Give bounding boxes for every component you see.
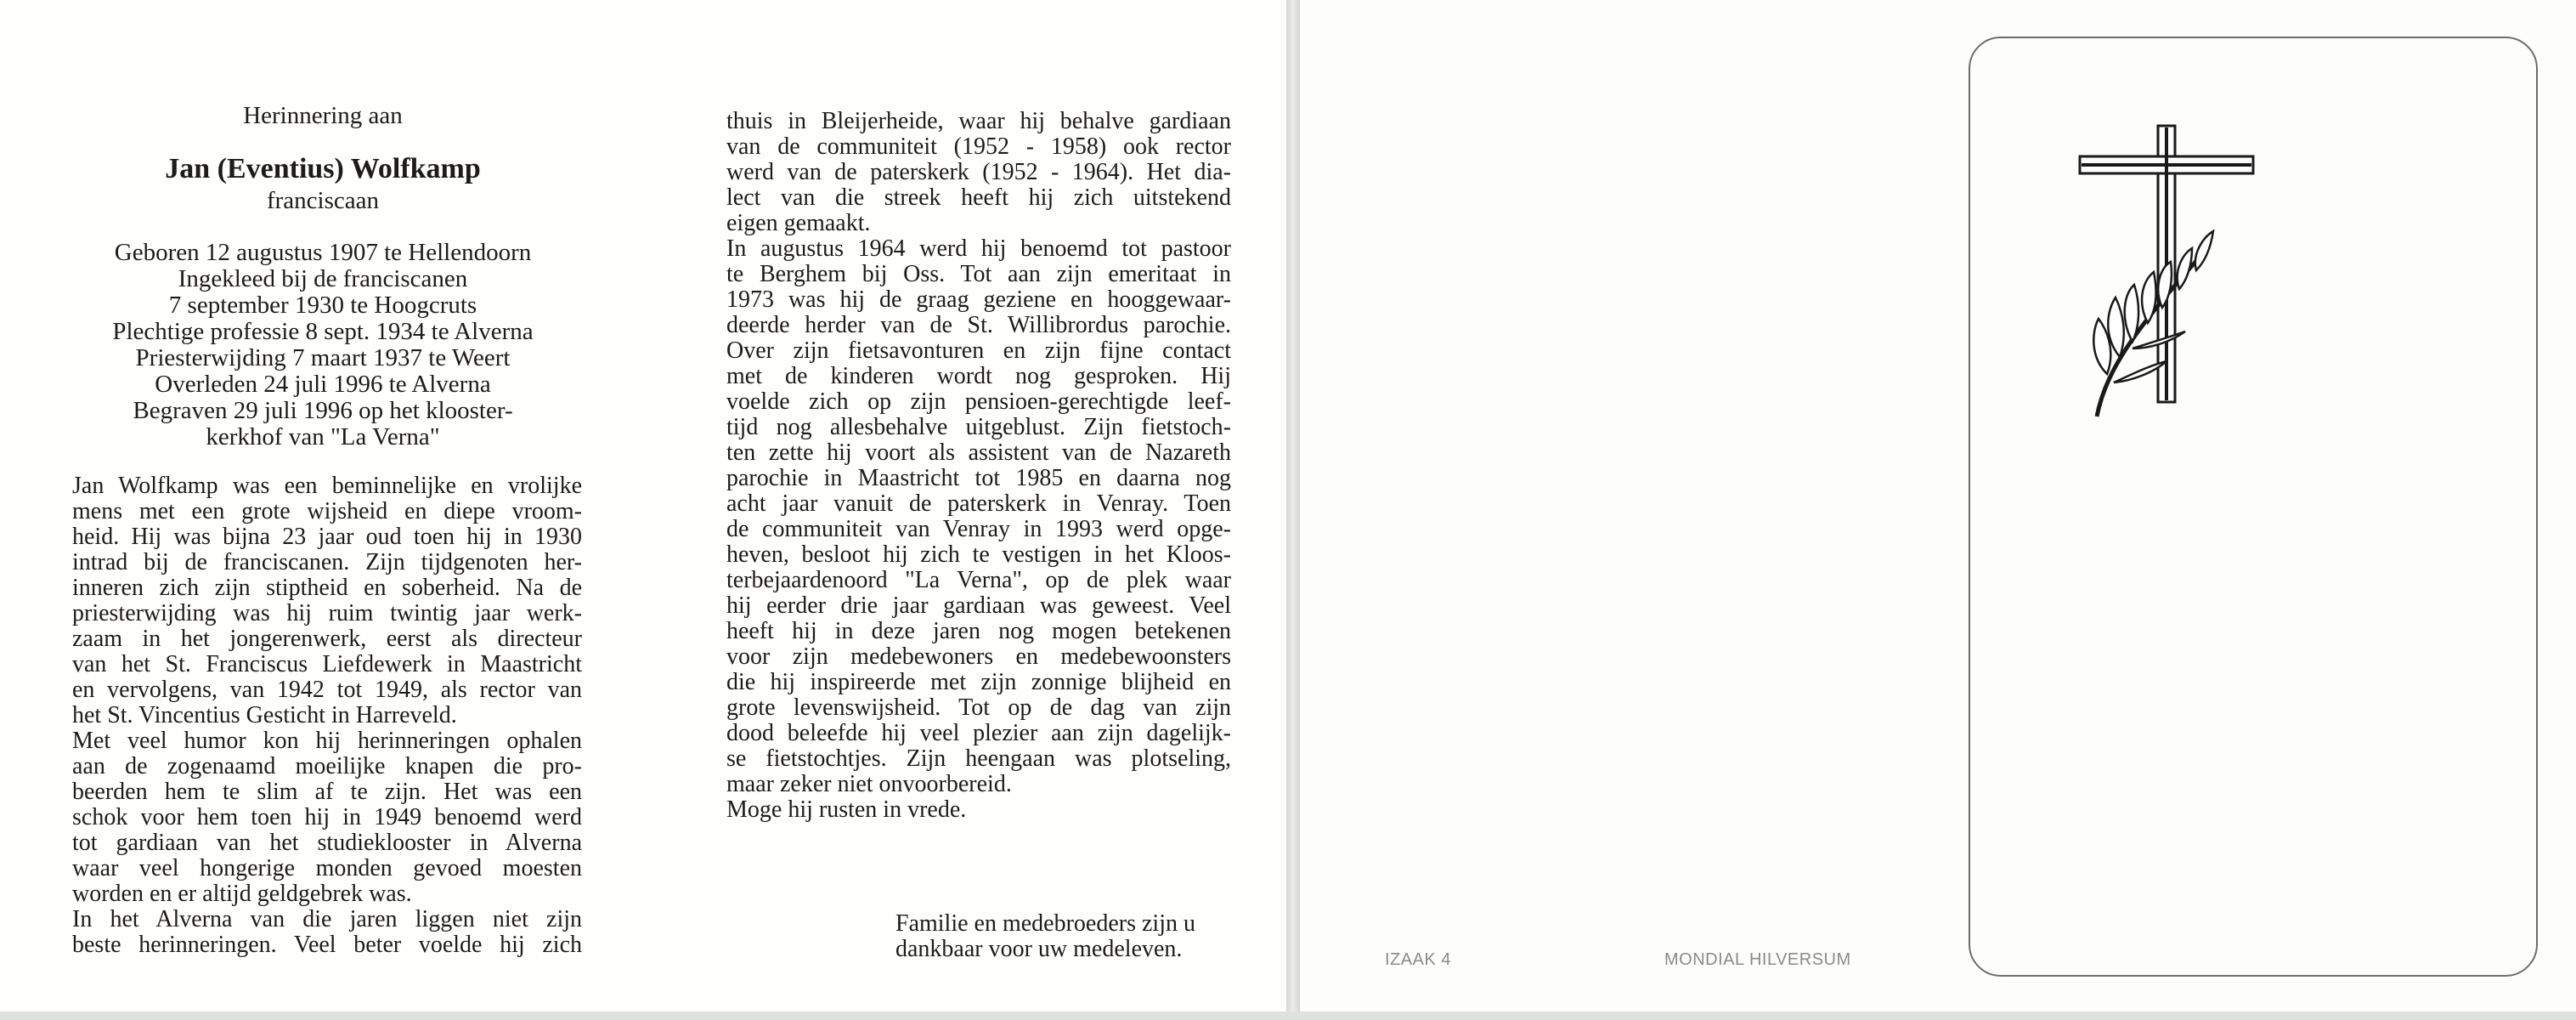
text-line: parochie in Maastricht tot 1985 en daarna nog — [726, 465, 1231, 491]
imprint-code: IZAAK 4 — [1385, 950, 1451, 969]
text-line: de communiteit van Venray in 1993 werd opge- — [726, 516, 1231, 542]
life-fact: Ingekleed bij de franciscanen — [178, 265, 468, 292]
text-line: schok voor hem toen hij in 1949 benoemd werd — [72, 804, 582, 830]
text-line: Jan Wolfkamp was een beminnelijke en vrolijke — [72, 473, 582, 499]
text-line: zaam in het jongerenwerk, eerst als directeur — [72, 626, 582, 652]
life-fact: kerkhof van "La Verna" — [206, 423, 440, 450]
scan-edge — [0, 1012, 2576, 1020]
card-fold — [1286, 0, 1300, 1020]
text-line: In het Alverna van die jaren liggen niet zijn — [72, 906, 582, 932]
text-line: die hij inspireerde met zijn zonnige blijheid en — [726, 669, 1231, 695]
biography-column-left — [72, 473, 582, 958]
text-line: te Berghem bij Oss. Tot aan zijn emeritaat in — [726, 261, 1231, 287]
text-line: acht jaar vanuit de paterskerk in Venray. Toen — [726, 490, 1231, 517]
text-line: met de kinderen wordt nog gesproken. Hij — [726, 363, 1231, 389]
text-line: en vervolgens, van 1942 tot 1949, als rector van — [72, 677, 582, 703]
life-facts — [0, 240, 646, 450]
text-line: se fietstochtjes. Zijn heengaan was plotseling, — [726, 745, 1231, 772]
text-line: beerden hem te slim af te zijn. Het was een — [72, 779, 582, 805]
printer-name: MONDIAL HILVERSUM — [1664, 950, 1851, 969]
life-fact: Overleden 24 juli 1996 te Alverna — [155, 371, 491, 398]
text-line: voor zijn medebewoners en medebewoonsters — [726, 643, 1231, 670]
text-line: In augustus 1964 werd hij benoemd tot pastoor — [726, 235, 1231, 262]
text-line: dood beleefde hij veel plezier aan zijn dagelijk- — [726, 720, 1231, 746]
thanks-line: dankbaar voor uw medeleven. — [895, 936, 1183, 962]
text-line: lect van die streek heeft hij zich uitstekend — [726, 184, 1231, 211]
text-line: eigen gemaakt. — [726, 210, 871, 236]
life-fact: Plechtige professie 8 sept. 1934 te Alverna — [112, 318, 534, 345]
religious-order: franciscaan — [266, 187, 379, 214]
text-line: maar zeker niet onvoorbereid. — [726, 771, 1012, 797]
text-line: van de communiteit (1952 - 1958) ook rector — [726, 133, 1231, 160]
text-line: Met veel humor kon hij herinneringen ophalen — [72, 728, 582, 754]
text-line: tijd nog allesbehalve uitgeblust. Zijn fietstoch- — [726, 414, 1231, 440]
thanks-line: Familie en medebroeders zijn u — [895, 910, 1195, 937]
text-line: terbejaardenoord "La Verna", op de plek waar — [726, 567, 1231, 593]
text-line: het St. Vincentius Gesticht in Harreveld. — [72, 702, 457, 728]
text-line: tot gardiaan van het studieklooster in Alverna — [72, 830, 582, 856]
text-line: deerde herder van de St. Willibrordus parochie. — [726, 312, 1231, 338]
text-line: mens met een grote wijsheid en diepe vroom- — [72, 498, 582, 524]
life-fact: 7 september 1930 te Hoogcruts — [168, 292, 477, 319]
text-line: inneren zich zijn stiptheid en soberheid. Na de — [72, 575, 582, 601]
biography-column-right — [726, 109, 1231, 823]
life-fact: Geboren 12 augustus 1907 te Hellendoorn — [114, 239, 532, 266]
life-fact: Begraven 29 juli 1996 op het klooster- — [133, 397, 513, 424]
text-line: worden en er altijd geldgebrek was. — [72, 881, 412, 907]
deceased-name: Jan (Eventius) Wolfkamp — [165, 153, 481, 184]
card-inside-spread — [0, 0, 1286, 1012]
text-line: heven, besloot hij zich te vestigen in het Kloos- — [726, 541, 1231, 568]
text-line: beste herinneringen. Veel beter voelde hij zich — [72, 932, 582, 958]
text-line: heid. Hij was bijna 23 jaar oud toen hij in 1930 — [72, 524, 582, 550]
text-line: 1973 was hij de graag geziene en hooggewaar- — [726, 286, 1231, 313]
cross-with-wheat-icon — [2073, 119, 2260, 425]
text-line: Over zijn fietsavonturen en zijn fijne contact — [726, 337, 1231, 364]
text-line: Moge hij rusten in vrede. — [726, 796, 967, 823]
text-line: intrad bij de franciscanen. Zijn tijdgenoten her- — [72, 549, 582, 575]
thanks-note — [895, 911, 1195, 962]
text-line: werd van de paterskerk (1952 - 1964). Het dia- — [726, 159, 1231, 185]
text-line: waar veel hongerige monden gevoed moesten — [72, 855, 582, 881]
text-line: aan de zogenaamd moeilijke knapen die pro- — [72, 753, 582, 779]
intro-heading: Herinnering aan — [243, 102, 403, 129]
life-fact: Priesterwijding 7 maart 1937 te Weert — [135, 344, 511, 371]
text-line: hij eerder drie jaar gardiaan was geweest. Veel — [726, 592, 1231, 619]
text-line: voelde zich op zijn pensioen-gerechtigde leef- — [726, 388, 1231, 415]
text-line: thuis in Bleijerheide, waar hij behalve gardiaan — [726, 108, 1231, 134]
text-line: heeft hij in deze jaren nog mogen betekenen — [726, 618, 1231, 644]
text-line: grote levenswijsheid. Tot op de dag van zijn — [726, 694, 1231, 721]
text-line: van het St. Franciscus Liefdewerk in Maastricht — [72, 651, 582, 677]
text-line: ten zette hij voort als assistent van de Nazareth — [726, 439, 1231, 466]
text-line: priesterwijding was hij ruim twintig jaar werk- — [72, 600, 582, 626]
